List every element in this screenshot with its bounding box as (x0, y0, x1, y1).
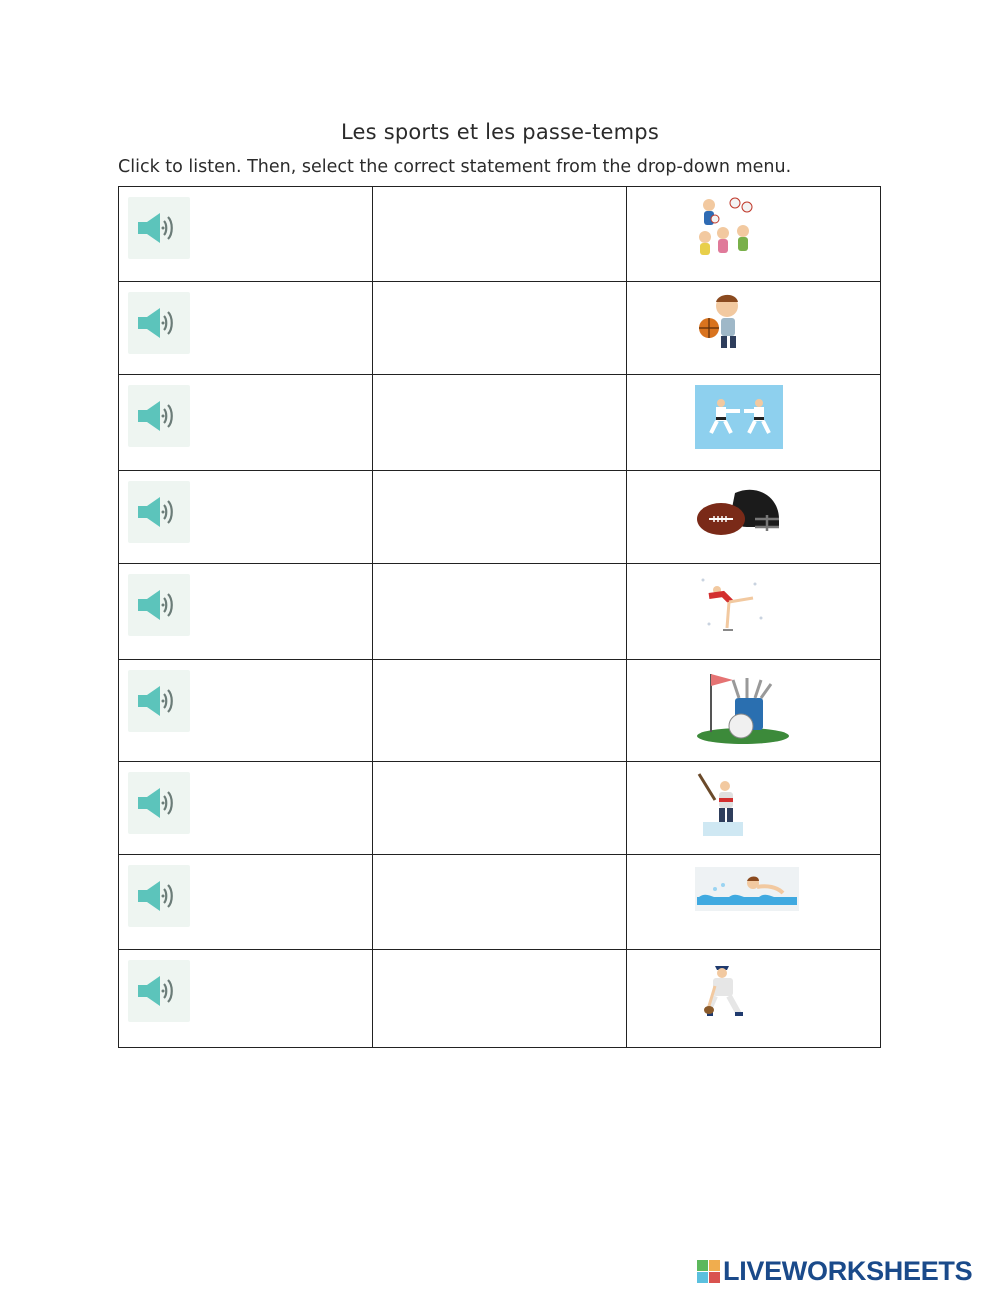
dropdown-answer-cell (373, 855, 627, 950)
hockey-player-image (695, 772, 751, 838)
table-row (119, 950, 881, 1048)
speaker-icon (136, 303, 182, 343)
picture-cell (627, 375, 881, 471)
statement-dropdown[interactable] (373, 375, 626, 470)
football-helmet-image (695, 485, 787, 543)
figure-skating-image (695, 574, 767, 642)
volleyball-kids-image (695, 197, 759, 265)
swimming-image (695, 867, 799, 911)
audio-cell (119, 187, 373, 282)
picture-cell (627, 564, 881, 660)
audio-cell (119, 564, 373, 660)
karate-image (695, 385, 783, 449)
audio-play-button[interactable] (128, 574, 190, 636)
speaker-icon (136, 681, 182, 721)
audio-play-button[interactable] (128, 481, 190, 543)
table-row (119, 855, 881, 950)
picture-cell (627, 855, 881, 950)
table-row (119, 282, 881, 375)
dropdown-answer-cell (373, 471, 627, 564)
dropdown-answer-cell (373, 762, 627, 855)
audio-cell (119, 950, 373, 1048)
statement-dropdown[interactable] (373, 855, 626, 949)
statement-dropdown[interactable] (373, 762, 626, 854)
logo-blocks-icon (697, 1260, 720, 1283)
speaker-icon (136, 208, 182, 248)
audio-cell (119, 855, 373, 950)
audio-play-button[interactable] (128, 865, 190, 927)
statement-dropdown[interactable] (373, 660, 626, 761)
statement-dropdown[interactable] (373, 950, 626, 1047)
baseball-player-image (695, 960, 755, 1030)
audio-play-button[interactable] (128, 197, 190, 259)
speaker-icon (136, 876, 182, 916)
table-row (119, 564, 881, 660)
picture-cell (627, 471, 881, 564)
audio-cell (119, 375, 373, 471)
audio-play-button[interactable] (128, 960, 190, 1022)
dropdown-answer-cell (373, 564, 627, 660)
basketball-boy-image (695, 292, 753, 354)
table-row (119, 660, 881, 762)
picture-cell (627, 762, 881, 855)
audio-play-button[interactable] (128, 292, 190, 354)
worksheet-table (118, 186, 881, 1048)
picture-cell (627, 660, 881, 762)
audio-cell (119, 471, 373, 564)
audio-cell (119, 282, 373, 375)
statement-dropdown[interactable] (373, 564, 626, 659)
liveworksheets-logo (697, 1256, 972, 1286)
dropdown-answer-cell (373, 660, 627, 762)
audio-play-button[interactable] (128, 670, 190, 732)
dropdown-answer-cell (373, 282, 627, 375)
table-row (119, 471, 881, 564)
dropdown-answer-cell (373, 187, 627, 282)
audio-cell (119, 660, 373, 762)
statement-dropdown[interactable] (373, 282, 626, 374)
golf-image (695, 670, 791, 744)
table-row (119, 375, 881, 471)
logo-text: LIVEWORKSHEETS (723, 1255, 973, 1286)
instructions-text: Click to listen. Then, select the correct statement from the drop-down menu. (118, 157, 792, 177)
audio-cell (119, 762, 373, 855)
table-row (119, 762, 881, 855)
picture-cell (627, 187, 881, 282)
statement-dropdown[interactable] (373, 471, 626, 563)
statement-dropdown[interactable] (373, 187, 626, 281)
speaker-icon (136, 783, 182, 823)
dropdown-answer-cell (373, 375, 627, 471)
audio-play-button[interactable] (128, 772, 190, 834)
dropdown-answer-cell (373, 950, 627, 1048)
speaker-icon (136, 585, 182, 625)
speaker-icon (136, 492, 182, 532)
audio-play-button[interactable] (128, 385, 190, 447)
picture-cell (627, 282, 881, 375)
picture-cell (627, 950, 881, 1048)
page-title: Les sports et les passe-temps (341, 120, 659, 144)
speaker-icon (136, 396, 182, 436)
table-row (119, 187, 881, 282)
speaker-icon (136, 971, 182, 1011)
